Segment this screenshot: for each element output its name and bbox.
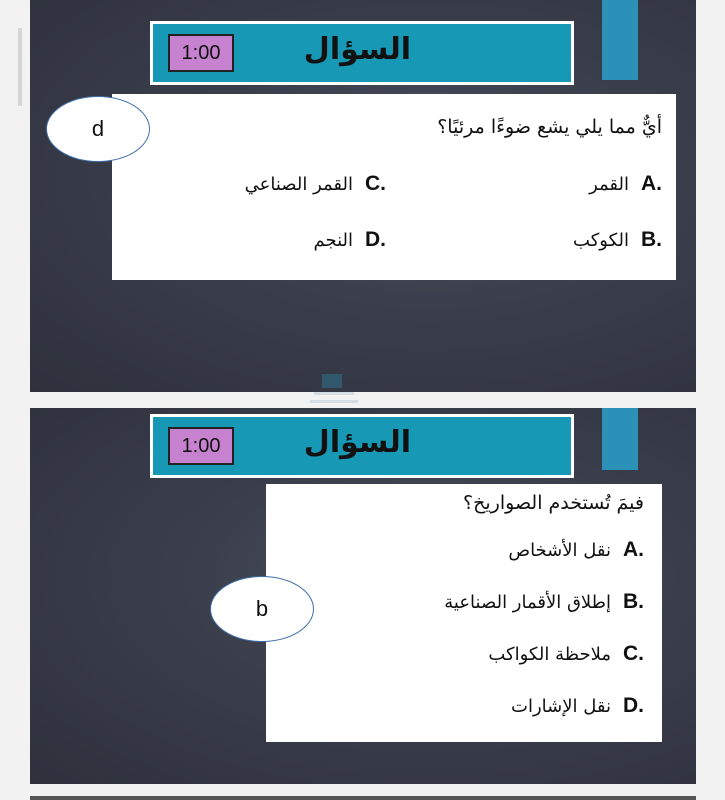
option-letter: D. [623, 694, 644, 717]
option-text: القمر [589, 174, 629, 195]
option-letter: A. [623, 538, 644, 561]
header-title: السؤال [303, 32, 411, 67]
timer-box: 1:00 [168, 427, 234, 465]
slide-1 [30, 0, 696, 392]
option-b[interactable] [444, 590, 644, 614]
question-text: فيمَ تُستخدم الصواريخ؟ [463, 492, 644, 514]
option-text: نقل الأشخاص [508, 540, 611, 561]
option-text: الكوكب [573, 230, 629, 251]
option-text: نقل الإشارات [511, 696, 611, 717]
option-c[interactable] [245, 172, 386, 196]
option-text: إطلاق الأقمار الصناعية [444, 592, 611, 613]
option-d[interactable] [511, 694, 644, 718]
side-strip [18, 28, 22, 106]
option-letter: D. [365, 228, 386, 251]
answer-oval: b [210, 576, 314, 642]
option-b[interactable] [573, 228, 662, 252]
option-c[interactable] [488, 642, 644, 666]
option-a[interactable] [589, 172, 662, 196]
accent-block [602, 408, 638, 470]
question-card [112, 94, 676, 280]
watermark-logo-icon [304, 372, 364, 412]
answer-oval: d [46, 96, 150, 162]
header-title: السؤال [303, 425, 411, 460]
question-text: أيٌّ مما يلي يشع ضوءًا مرئيًا؟ [437, 116, 662, 138]
option-a[interactable] [508, 538, 644, 562]
question-header-bar [150, 414, 574, 478]
question-header-bar [150, 21, 574, 85]
option-letter: B. [623, 590, 644, 613]
question-card [266, 484, 662, 742]
option-letter: C. [365, 172, 386, 195]
accent-block [602, 0, 638, 80]
slide-2 [30, 408, 696, 784]
option-d[interactable] [313, 228, 386, 252]
timer-box: 1:00 [168, 34, 234, 72]
option-text: النجم [313, 230, 353, 251]
option-text: القمر الصناعي [244, 174, 353, 195]
bottom-strip [30, 796, 696, 800]
option-text: ملاحظة الكواكب [488, 644, 611, 665]
option-letter: C. [623, 642, 644, 665]
option-letter: A. [641, 172, 662, 195]
option-letter: B. [641, 228, 662, 251]
